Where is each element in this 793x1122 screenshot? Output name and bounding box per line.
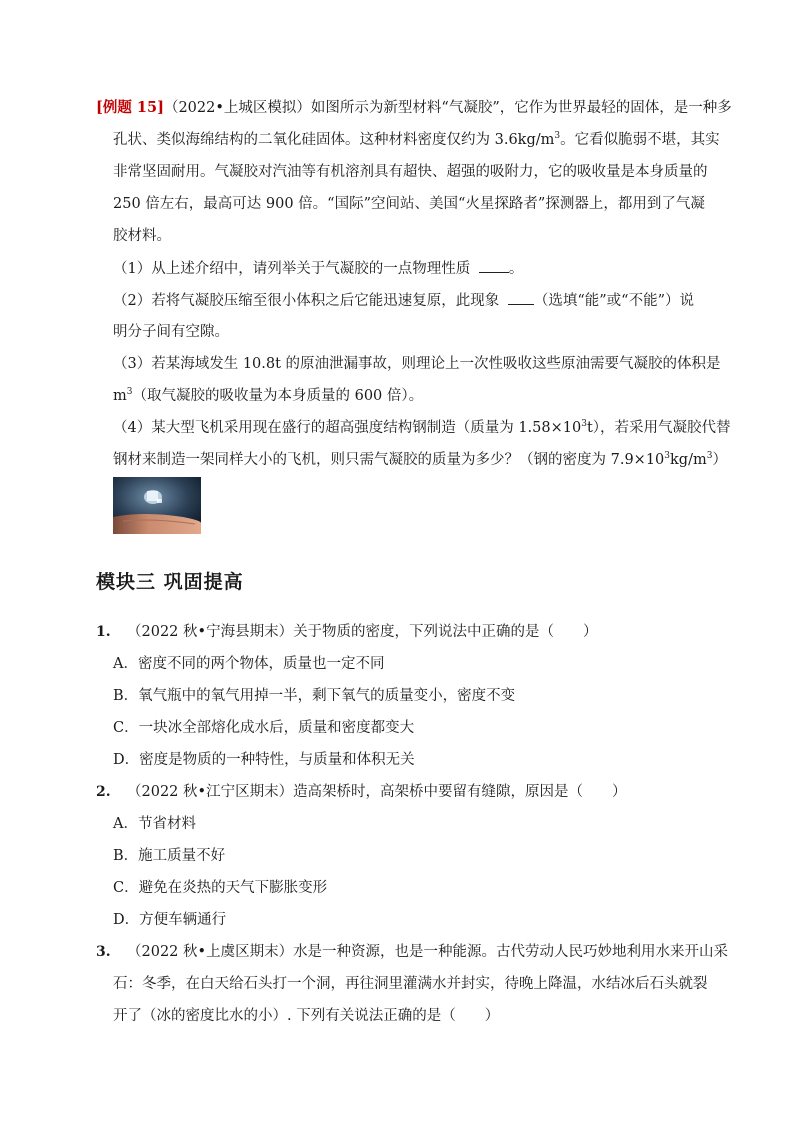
example-question-2: （2）若将气凝胶压缩至很小体积之后它能迅速复原，此现象 （选填“能”或“不能”）说 — [113, 290, 694, 311]
question-stem: （2022 秋•上虞区期末）水是一种资源，也是一种能源。古代劳动人民巧妙地利用水来开山采 — [127, 944, 729, 960]
example-line-2: 孔状、类似海绵结构的二氧化硅固体。这种材料密度仅约为 $3.6kg/m^3$。它看似脆弱不堪，其实 — [113, 131, 720, 148]
example-question-1: （1）从上述介绍中，请列举关于气凝胶的一点物理性质 。 — [113, 258, 523, 279]
option-c[interactable]: C．一块冰全部熔化成水后，质量和密度都变大 — [113, 720, 415, 736]
question-stem-cont: 开了（冰的密度比水的小）. 下列有关说法正确的是（ ） — [113, 1008, 500, 1024]
question-number: 2. — [96, 784, 111, 800]
example-question-4: （4）某大型飞机采用现在盛行的超高强度结构钢制造（质量为 $1.58\times 10^3t$），若采用气凝胶代替 — [113, 419, 731, 436]
module-title: 模块三 巩固提高 — [96, 571, 244, 593]
option-b[interactable]: B．氧气瓶中的氧气用掉一半，剩下氧气的质量变小，密度不变 — [113, 688, 516, 704]
example-line-4: 250 倍左右，最高可达 900 倍。“国际”空间站、美国“火星探路者”探测器上，都用到了气凝 — [113, 196, 705, 212]
example-question-2-cont: 明分子间有空隙。 — [113, 324, 229, 340]
option-d[interactable]: D．密度是物质的一种特性，与质量和体积无关 — [113, 752, 415, 768]
question-number: 1. — [96, 624, 111, 640]
example-question-3: （3）若某海域发生 10.8t 的原油泄漏事故，则理论上一次性吸收这些原油需要气凝胶的体积是 — [113, 356, 721, 372]
answer-blank-1[interactable] — [479, 258, 509, 273]
example-line-5: 胶材料。 — [113, 228, 171, 244]
example-question-3-cont: $m^3$（取气凝胶的吸收量为本身质量的 600 倍）。 — [113, 387, 424, 404]
example-line-1: [例题 15]（2022•上城区模拟）如图所示为新型材料“气凝胶”，它作为世界最轻的固体，是一种多 — [96, 99, 732, 116]
question-stem-cont: 石：冬季，在白天给石头打一个洞，再往洞里灌满水并封实，待晚上降温，水结冰后石头就裂 — [113, 976, 708, 992]
example-tag: [例题 15] — [96, 99, 164, 116]
option-d[interactable]: D．方便车辆通行 — [113, 912, 227, 928]
option-b[interactable]: B．施工质量不好 — [113, 848, 226, 864]
option-c[interactable]: C．避免在炎热的天气下膨胀变形 — [113, 880, 328, 896]
example-question-4-cont: 钢材来制造一架同样大小的飞机，则只需气凝胶的质量为多少？（钢的密度为 $7.9\times 10^3kg/m^3$） — [113, 451, 727, 468]
question-stem: （2022 秋•江宁区期末）造高架桥时，高架桥中要留有缝隙，原因是（ ） — [127, 784, 627, 800]
aerogel-on-hand-photo — [113, 477, 201, 534]
answer-blank-2[interactable] — [508, 290, 534, 305]
example-line-3: 非常坚固耐用。气凝胶对汽油等有机溶剂具有超快、超强的吸附力，它的吸收量是本身质量的 — [113, 164, 708, 180]
question-number: 3. — [96, 944, 111, 960]
aerogel-photo-drawing — [113, 477, 201, 534]
question-stem: （2022 秋•宁海县期末）关于物质的密度，下列说法中正确的是（ ） — [127, 624, 598, 640]
option-a[interactable]: A．节省材料 — [113, 816, 196, 832]
option-a[interactable]: A．密度不同的两个物体，质量也一定不同 — [113, 656, 385, 672]
